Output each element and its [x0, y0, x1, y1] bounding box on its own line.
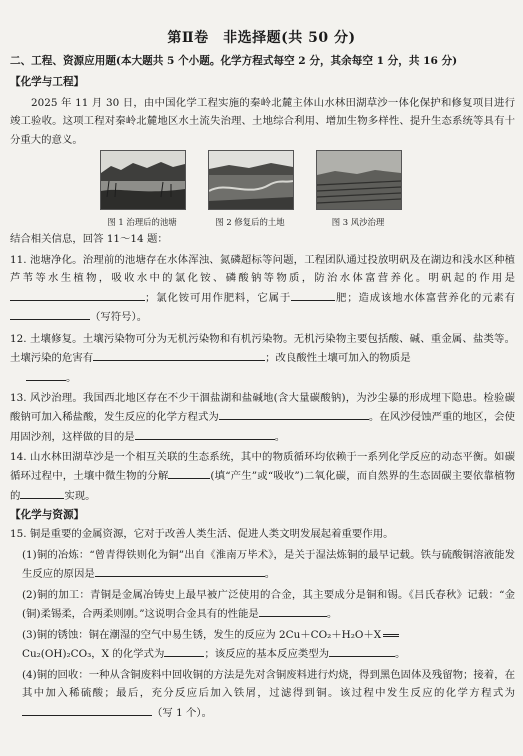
question-13-text: 。 — [274, 430, 286, 443]
question-15-3-text: Cu₂(OH)₂CO₃，X 的化学式为 — [22, 648, 165, 661]
question-15-2-text: 。 — [326, 608, 338, 621]
question-12 — [10, 330, 515, 387]
question-14-text: 14. 山水林田湖草沙是一个相互关联的生态系统，其中的物质循环均依赖于一系列化学反应的动态平衡。如碳循环过程中，土壤中微生物的分解 — [10, 451, 515, 483]
question-15-1-text: (1)铜的冶炼：“曾青得铁则化为铜”出自《淮南万毕术》，是关于湿法炼铜的最早记载。铁与硫酸铜溶液能发生反应的原因是 — [22, 549, 515, 581]
question-14 — [10, 448, 515, 505]
intro-paragraph: 2025 年 11 月 30 日，由中国化学工程实施的秦岭北麓主体山水林田湖草沙一体化保护和修复项目进行竣工验收。这项工程对秦岭北麓地区水土流失治理、土地综合利用、增加生物多样性、提升生态系统等具有十分重大的意义。 — [10, 97, 515, 146]
answer-blank[interactable] — [95, 564, 265, 577]
answer-blank[interactable] — [135, 427, 275, 440]
question-13-text: 13. 风沙治理。我国西北地区存在不少干涸盐湖和盐碱地(含大量碳酸钠)，为沙尘暴的形成埋下隐患。检验碳酸钠可加入稀盐酸，发生反应的化学方程式为 — [10, 392, 515, 424]
equals-sign-icon — [383, 634, 399, 637]
question-15-3-text: (3)铜的锈蚀：铜在潮湿的空气中易生锈，发生的反应为 2Cu＋CO₂＋H₂O＋X — [22, 629, 382, 641]
answer-blank[interactable] — [291, 288, 335, 301]
answer-blank[interactable] — [22, 703, 152, 716]
figure-caption-1: 图 1 治理后的池塘 — [107, 217, 177, 227]
figure-land-image — [208, 150, 294, 210]
question-15-3-text: ；该反应的基本反应类型为 — [204, 648, 330, 661]
figure-caption-2: 图 2 修复后的土地 — [215, 217, 285, 227]
question-11-text: ；氯化铵可用作肥料，它属于 — [145, 291, 292, 304]
question-15: 15. 铜是重要的金属资源，它对于改善人类生活、促进人类文明发展起着重要作用。 — [10, 528, 394, 540]
figure-sand-image — [316, 150, 402, 210]
answer-blank[interactable] — [259, 604, 327, 617]
question-15-3-text: 。 — [395, 648, 406, 661]
part-label-resources: 【化学与资源】 — [10, 509, 85, 521]
section-heading: 二、工程、资源应用题(本大题共 5 个小题。化学方程式每空 2 分，其余每空 1 分，共 16 分) — [10, 55, 458, 67]
answer-blank[interactable] — [93, 348, 265, 361]
question-11 — [10, 251, 515, 327]
answer-blank[interactable] — [26, 368, 66, 381]
page-title: 第Ⅱ卷 非选择题(共 50 分) — [167, 30, 356, 46]
question-15-1 — [22, 546, 515, 584]
question-15-2 — [22, 586, 515, 624]
question-11-text: 肥；造成该地水体富营养化的元素有 — [335, 291, 516, 304]
question-15-4-text: （写 1 个）。 — [152, 706, 212, 719]
answer-blank[interactable] — [164, 644, 204, 657]
answer-blank[interactable] — [168, 466, 210, 479]
question-11-text: 11. 池塘净化。治理前的池塘存在水体浑浊、氮磷超标等问题，工程团队通过投放明矾及在湖边和浅水区种植芦苇等水生植物，吸收水中的氯化铵、磷酸钠等物质，防治水体富营养化。明矾起的作用是 — [10, 254, 515, 285]
question-14-text: (填“产生”或“吸收”)二氧化碳，而自然界的生态固碳主要依靠植物的 — [10, 470, 515, 502]
question-13-text: 。在风沙侵蚀严重的地区，会使用固沙剂，这样做的目的是 — [10, 411, 516, 443]
answer-blank[interactable] — [329, 644, 395, 657]
question-15-3 — [22, 626, 515, 664]
question-12-text: 。 — [66, 371, 77, 384]
answer-blank[interactable] — [10, 307, 90, 320]
figure-pond-image — [100, 150, 186, 210]
question-15-1-text: 。 — [264, 568, 276, 581]
answer-blank[interactable] — [10, 288, 145, 301]
answer-blank[interactable] — [20, 486, 64, 499]
question-14-text: 实现。 — [64, 489, 96, 502]
question-12-text: ；改良酸性土壤可加入的物质是 — [265, 352, 411, 365]
question-13 — [10, 389, 515, 446]
figure-caption-3: 图 3 风沙治理 — [331, 217, 385, 227]
questions-lead: 结合相关信息，回答 11～14 题： — [10, 233, 168, 245]
part-label-engineering: 【化学与工程】 — [10, 76, 85, 88]
answer-blank[interactable] — [219, 407, 369, 420]
question-15-4 — [22, 666, 515, 722]
question-15-4-text: (4)铜的回收：一种从含铜废料中回收铜的方法是先对含铜废料进行灼烧，得到黑色固体及残留物；接着，在其中加入稀硫酸；最后，充分反应后加入铁屑，过滤得到铜。该过程中发生反应的化学方程式为 — [22, 669, 515, 700]
question-12-text: 12. 土壤修复。土壤污染物可分为无机污染物和有机污染物。无机污染物主要包括酸、碱、重金属、盐类等。土壤污染的危害有 — [10, 333, 515, 365]
question-15-2-text: (2)铜的加工：青铜是金属冶铸史上最早被广泛使用的合金，其主要成分是铜和锡。《吕氏春秋》记载：“金(铜)柔锡柔，合两柔则刚。”这说明合金具有的性能是 — [22, 589, 515, 621]
question-11-text: （写符号）。 — [90, 311, 148, 324]
